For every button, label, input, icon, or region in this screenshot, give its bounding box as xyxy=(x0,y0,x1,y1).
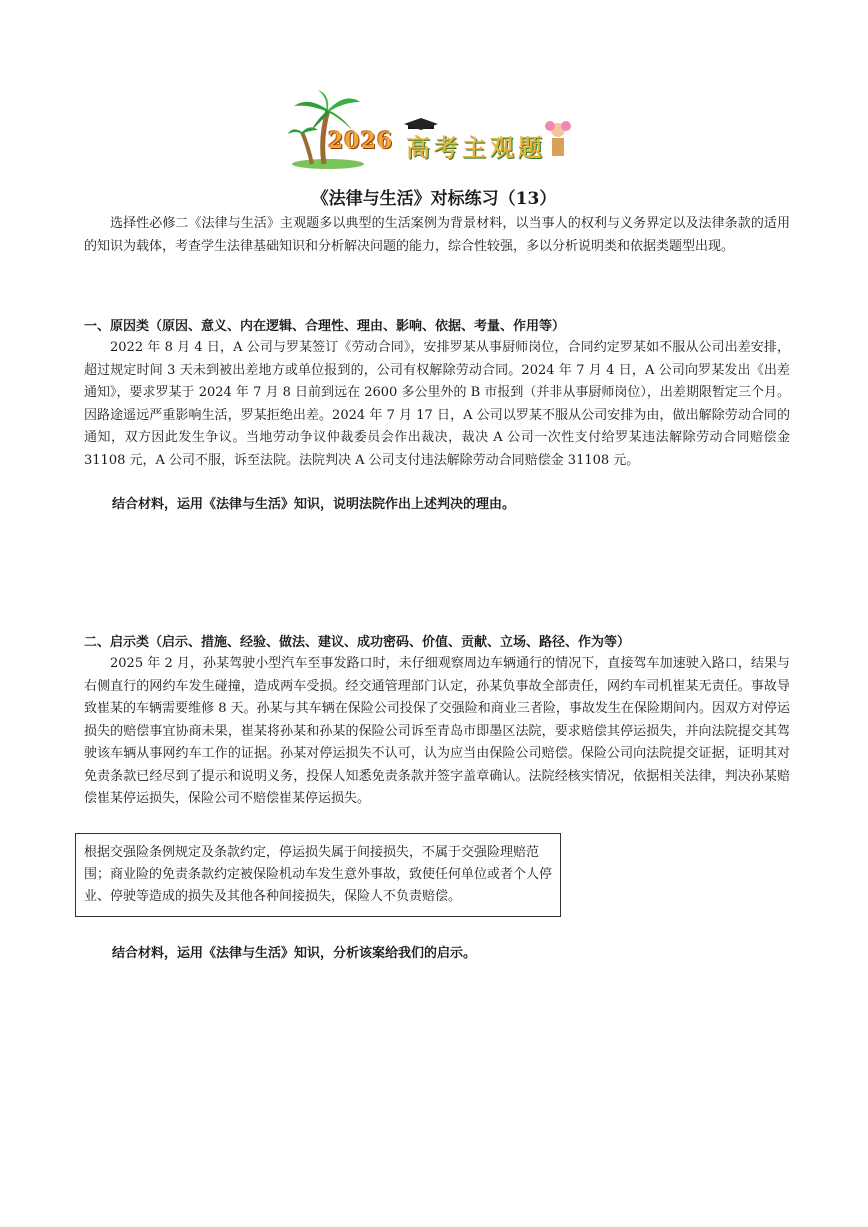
logo-year: 2026 xyxy=(328,128,394,154)
section1-heading: 一、原因类（原因、意义、内在逻辑、合理性、理由、影响、依据、考量、作用等） xyxy=(84,319,566,334)
section1-material: 2022 年 8 月 4 日，A 公司与罗某签订《劳动合同》，安排罗某从事厨师岗位，合同约定罗某如不服从公司出差安排，超过规定时间 3 天未到被出差地方或单位报到的，公司有权解除劳动合同。2024 年 7 月 4 日，A 公司向罗某发出《出差通知》，要求罗某于 2024 年 7 月 8 日前到远在 2600 多公里外的 B 市报到（并非从事厨师岗位），出差期限暂定三个月。因路途遥远严重影响生活，罗某拒绝出差。2024 年 7 月 17 日，A 公司以罗某不服从公司安排为由，做出解除劳动合同的通知，双方因此发生争议。当地劳动争议仲裁委员会作出裁决，裁决 A 公司一次性支付给罗某违法解除劳动合同赔偿金 31108 元，A 公司不服，诉至法院。法院判决 A 公司支付违法解除劳动合同赔偿金 31108 元。 xyxy=(84,340,790,468)
section2-question: 结合材料，运用《法律与生活》知识，分析该案给我们的启示。 xyxy=(112,946,477,961)
section2-material: 2025 年 2 月，孙某驾驶小型汽车至事发路口时，未仔细观察周边车辆通行的情况下，直接驾车加速驶入路口，结果与右侧直行的网约车发生碰撞，造成两车受损。经交通管理部门认定，孙某负事故全部责任，网约车司机崔某无责任。事故导致崔某的车辆需要维修 8 天。孙某与其车辆在保险公司投保了交强险和商业三者险，事故发生在保险期间内。因双方对停运损失的赔偿事宜协商未果，崔某将孙某和孙某的保险公司诉至青岛市即墨区法院，要求赔偿其停运损失，并向法院提交其驾驶该车辆从事网约车工作的证据。孙某对停运损失不认可，认为应当由保险公司赔偿。保险公司向法院提交证据，证明其对免责条款已经尽到了提示和说明义务，投保人知悉免责条款并签字盖章确认。法院经核实情况，依据相关法律，判决孙某赔偿崔某停运损失，保险公司不赔偿崔某停运损失。 xyxy=(84,656,790,806)
logo-text: 高考主观题 xyxy=(406,133,546,162)
intro-paragraph: 选择性必修二《法律与生活》主观题多以典型的生活案例为背景材料，以当事人的权利与义务界定以及法律条款的适用的知识为载体，考查学生法律基础知识和分析解决问题的能力，综合性较强，多以分析说明类和依据类题型出现。 xyxy=(84,216,790,254)
section2-heading: 二、启示类（启示、措施、经验、做法、建议、成功密码、价值、贡献、立场、路径、作为等） xyxy=(84,635,631,650)
section2-boxed-material: 根据交强险条例规定及条款约定，停运损失属于间接损失，不属于交强险理赔范围；商业险的免责条款约定被保险机动车发生意外事故，致使任何单位或者个人停业、停驶等造成的损失及其他各种间接损失，保险人不负责赔偿。 xyxy=(75,833,561,917)
document-title: 《法律与生活》对标练习（13） xyxy=(311,189,557,209)
header-logo xyxy=(288,88,588,170)
section1-question: 结合材料，运用《法律与生活》知识，说明法院作出上述判决的理由。 xyxy=(112,497,516,512)
